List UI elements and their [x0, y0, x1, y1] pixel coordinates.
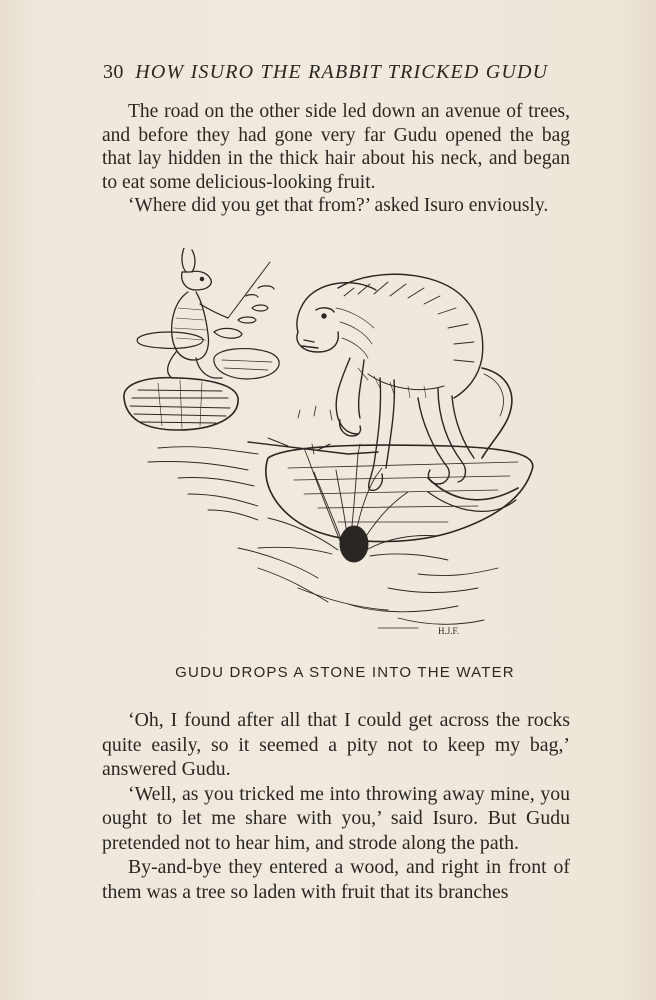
page-number: 30 — [103, 61, 124, 83]
paragraph: The road on the other side led down an avenue of trees, and before they had gone very far Gudu opened the bag that lay hidden in the thick hair about his neck, and began to eat some delicious-looking fruit. — [102, 101, 570, 193]
illustration-baboon-and-rabbit — [118, 248, 548, 648]
text-block-top — [102, 100, 570, 218]
chapter-title: HOW ISURO THE RABBIT TRICKED GUDU — [135, 61, 549, 83]
water-ripples — [148, 447, 498, 625]
running-head — [103, 61, 583, 91]
text-block-bottom — [102, 708, 570, 904]
baboon-figure — [297, 274, 512, 490]
falling-stone — [340, 526, 368, 562]
paragraph: ‘Oh, I found after all that I could get across the rocks quite easily, so it seemed a pity not to keep my bag,’ answered Gudu. — [102, 709, 570, 780]
paragraph: ‘Where did you get that from?’ asked Isuro enviously. — [128, 195, 549, 216]
rabbit-rock — [124, 378, 238, 430]
rabbit-figure — [168, 248, 270, 378]
paragraph: By-and-bye they entered a wood, and right in front of them was a tree so laden with fruit that its branches — [102, 856, 570, 903]
illustration-caption: GUDU DROPS A STONE INTO THE WATER — [175, 664, 515, 681]
paragraph: ‘Well, as you tricked me into throwing away mine, you ought to let me share with you,’ said Isuro. But Gudu pretended not to hear him, and strode along the path. — [102, 782, 570, 854]
baboon-rock — [266, 445, 533, 542]
illustrator-signature: H.J.F. — [438, 626, 460, 636]
